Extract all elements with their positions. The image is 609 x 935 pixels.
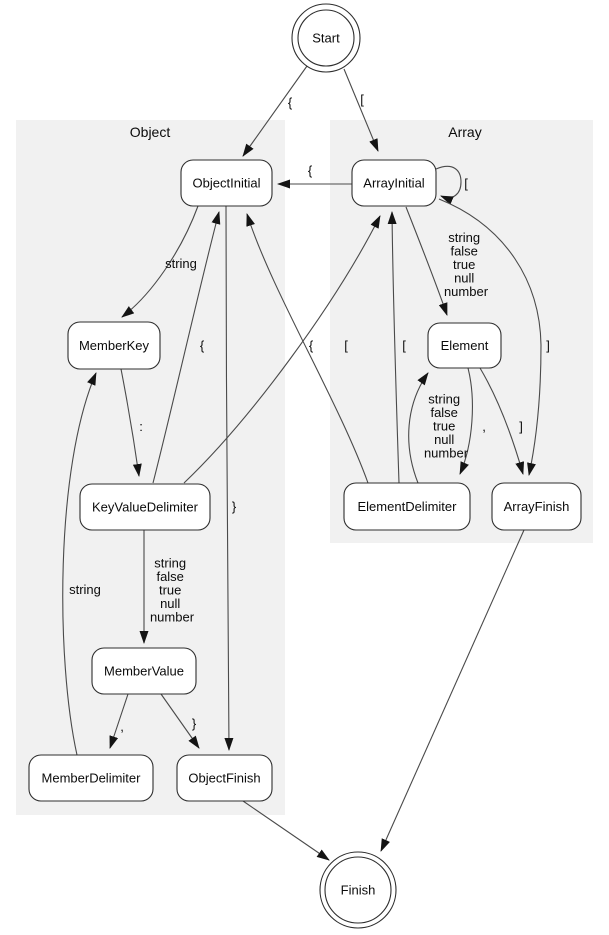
- node-objectfinish: [177, 755, 272, 801]
- edge-memberkey-to-keyvaluedelimiter-label: :: [139, 419, 143, 434]
- edge-keyvaluedelimiter-to-arrayinitial-label: [: [344, 338, 348, 353]
- node-memberkey: [68, 322, 160, 369]
- edge-membervalue-to-memberdelimiter-label: ,: [120, 719, 124, 734]
- edge-element-to-arrayfinish-label: ]: [519, 419, 523, 434]
- node-element: [428, 323, 501, 368]
- node-membervalue: [92, 648, 196, 694]
- node-membervalue-label: MemberValue: [104, 663, 184, 679]
- node-keyvaluedelimiter: [80, 484, 210, 530]
- node-finish: [320, 852, 396, 928]
- node-memberdelimiter-label: MemberDelimiter: [41, 770, 141, 786]
- edge-objectinitial-to-memberkey-label: string: [165, 256, 197, 271]
- node-objectinitial-label: ObjectInitial: [192, 175, 261, 191]
- edge-arrayinitial-to-objectinitial-label: {: [307, 163, 313, 178]
- node-elementdelimiter-label: ElementDelimiter: [357, 499, 457, 514]
- edge-memberdelimiter-to-memberkey-label: string: [69, 582, 101, 597]
- edge-element-to-elementdelimiter-label: ,: [482, 419, 486, 434]
- node-arrayfinish: [492, 483, 581, 530]
- cluster-object: [16, 120, 285, 815]
- node-objectinitial: [181, 160, 272, 206]
- edge-arrayfinish-to-finish: [381, 530, 524, 851]
- node-keyvaluedelimiter-label: KeyValueDelimiter: [92, 499, 198, 515]
- edge-start-to-arrayinitial-label: [: [360, 92, 364, 107]
- node-finish-label: Finish: [340, 882, 376, 898]
- node-start: [292, 4, 360, 72]
- node-memberkey-label: MemberKey: [78, 338, 150, 353]
- node-elementdelimiter: [344, 483, 470, 530]
- cluster-array-label: Array: [448, 124, 482, 140]
- edge-keyvaluedelimiter-to-objectinitial-label: {: [199, 338, 205, 353]
- edge-membervalue-to-objectfinish-label: }: [191, 716, 197, 731]
- node-element-label: Element: [440, 338, 489, 353]
- edge-elementdelimiter-to-arrayinitial-label: [: [402, 338, 406, 353]
- node-arrayinitial-label: ArrayInitial: [363, 175, 425, 191]
- edge-objectfinish-to-finish: [243, 801, 329, 860]
- cluster-object-label: Object: [129, 124, 171, 140]
- edge-elementdelimiter-to-element-label: string false true null number: [423, 391, 469, 461]
- edge-start-to-objectinitial-label: {: [287, 95, 293, 110]
- node-start-label: Start: [312, 30, 340, 46]
- node-objectfinish-label: ObjectFinish: [188, 770, 261, 786]
- edge-keyvaluedelimiter-to-membervalue-label: string false true null number: [149, 555, 195, 625]
- node-memberdelimiter: [29, 755, 153, 801]
- edge-arrayinitial-to-arrayfinish-label: ]: [546, 338, 550, 353]
- edge-objectinitial-to-objectfinish-label: }: [231, 499, 237, 514]
- edge-arrayinitial-self-loop-label: [: [464, 176, 468, 191]
- node-arrayfinish-label: ArrayFinish: [503, 499, 570, 514]
- edge-elementdelimiter-to-objectinitial-label: {: [308, 338, 314, 353]
- node-arrayinitial: [352, 160, 436, 206]
- edge-arrayinitial-to-element-label: string false true null number: [443, 230, 489, 299]
